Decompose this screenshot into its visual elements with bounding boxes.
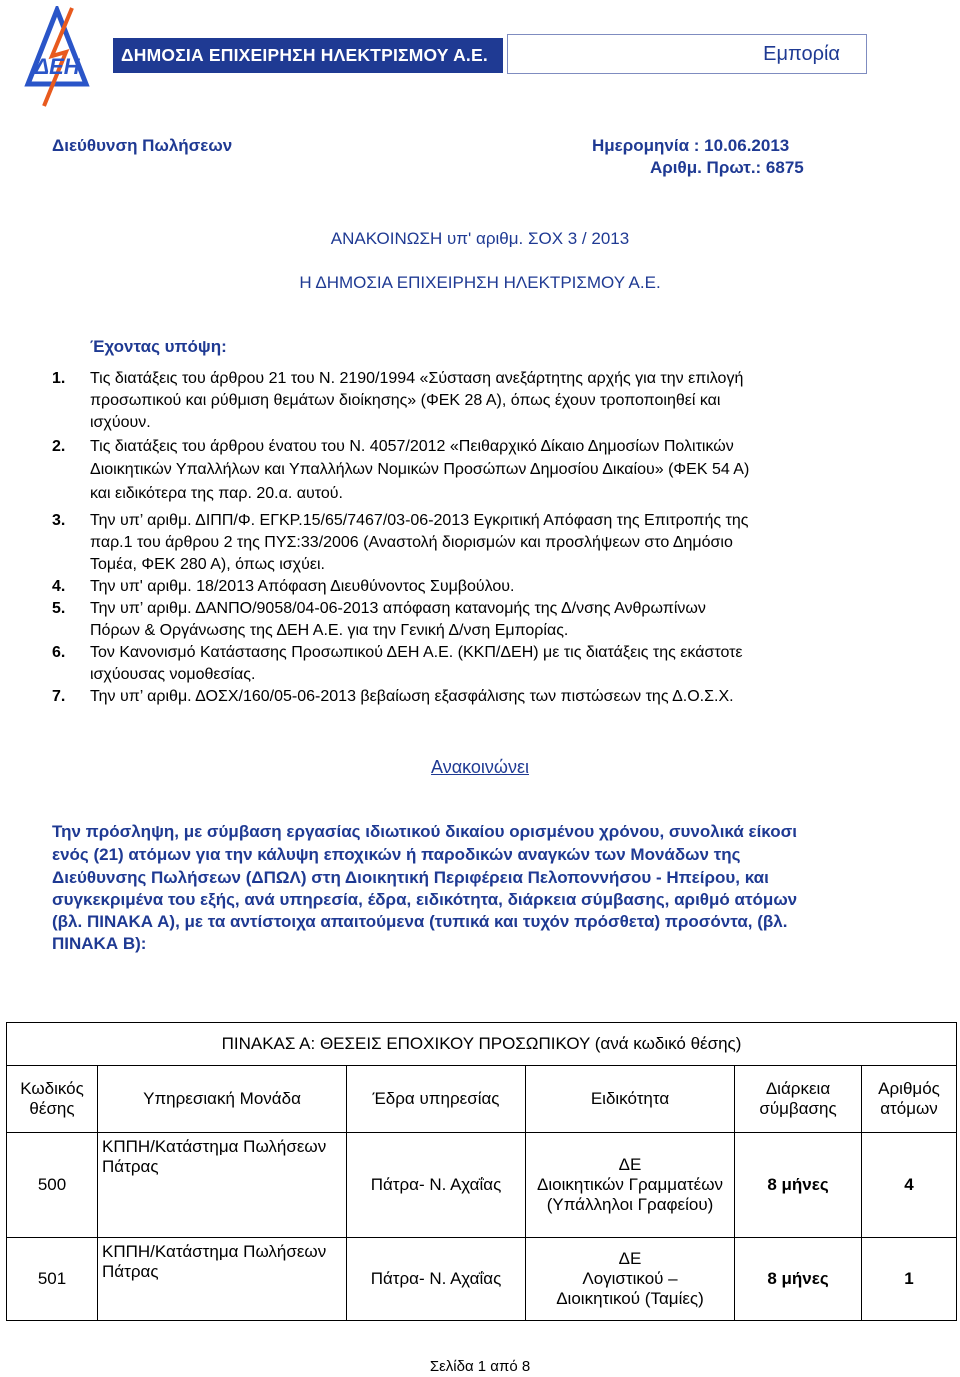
division-box: Εμπορία	[507, 34, 867, 74]
col-header-count: Αριθμός ατόμων	[862, 1066, 957, 1133]
table-row	[7, 1133, 957, 1238]
col-header-seat: Έδρα υπηρεσίας	[347, 1066, 526, 1133]
cell-duration: 8 μήνες	[735, 1238, 862, 1321]
item-number: 4.	[52, 578, 66, 595]
consideration-line: και ειδικότερα της παρ. 20.α. αυτού.	[90, 485, 343, 502]
table-header-row	[7, 1066, 957, 1133]
department: Διεύθυνση Πωλήσεων	[52, 136, 233, 155]
protocol-number: Αριθμ. Πρωτ.: 6875	[650, 158, 804, 177]
consideration-line: Τις διατάξεις του άρθρου 21 του Ν. 2190/1994 «Σύσταση ανεξάρτητης αρχής για την επιλογή	[90, 370, 744, 387]
body-line: (βλ. ΠΙΝΑΚΑ Α), με τα αντίστοιχα απαιτούμενα (τυπικά και τυχόν πρόσθετα) προσόντα, (βλ.	[52, 912, 788, 931]
body-line: Την πρόσληψη, με σύμβαση εργασίας ιδιωτικού δικαίου ορισμένου χρόνου, συνολικά είκοσι	[52, 822, 797, 841]
consideration-line: παρ.1 του άρθρου 2 της ΠΥΣ:33/2006 (Αναστολή διορισμών και προσλήψεων στο Δημόσιο	[90, 534, 733, 551]
specialty-level: ΔΕ	[618, 1249, 642, 1268]
svg-text:ΔΕΗ: ΔΕΗ	[34, 54, 80, 79]
consideration-line: Διοικητικών Υπαλλήλων και Υπαλλήλων Νομικών Προσώπων Δημοσίου Δικαίου» (ΦΕΚ 54 Α)	[90, 461, 750, 478]
consideration-line: Τομέα, ΦΕΚ 280 Α), όπως ισχύει.	[90, 556, 325, 573]
cell-seat: Πάτρα- Ν. Αχαΐας	[347, 1133, 526, 1238]
col-header-duration: Διάρκεια σύμβασης	[735, 1066, 862, 1133]
consideration-line: Την υπ’ αριθμ. ΔΑΝΠΟ/9058/04-06-2013 απόφαση κατανομής της Δ/νσης Ανθρωπίνων	[90, 600, 706, 617]
cell-duration: 8 μήνες	[735, 1133, 862, 1238]
body-line: ενός (21) ατόμων για την κάλυψη εποχικών ή παροδικών αναγκών των Μονάδων της	[52, 845, 741, 864]
cell-unit: ΚΠΠΗ/Κατάστημα Πωλήσεων Πάτρας	[98, 1133, 347, 1238]
consideration-line: ισχύουσας νομοθεσίας.	[90, 666, 256, 683]
cell-count: 4	[862, 1133, 957, 1238]
specialty-level: ΔΕ	[618, 1155, 642, 1174]
page-footer: Σελίδα 1 από 8	[429, 1358, 531, 1375]
body-line: ΠΙΝΑΚΑ Β):	[52, 934, 147, 953]
banner-bar	[493, 38, 503, 73]
consideration-line: Πόρων & Οργάνωσης της ΔΕΗ Α.Ε. για την Γενική Δ/νση Εμπορίας.	[90, 622, 569, 639]
item-number: 2.	[52, 438, 66, 455]
cell-specialty	[526, 1133, 735, 1238]
item-number: 1.	[52, 370, 66, 387]
consideration-line: Τις διατάξεις του άρθρου ένατου του Ν. 4057/2012 «Πειθαρχικό Δίκαιο Δημοσίων Πολιτικών	[90, 438, 734, 455]
date: Ημερομηνία : 10.06.2013	[592, 136, 790, 155]
cell-specialty	[526, 1238, 735, 1321]
body-line: συγκεκριμένα του εξής, ανά υπηρεσία, έδρα, ειδικότητα, διάρκεια σύμβασης, αριθμό ατόμων	[52, 890, 798, 909]
col-header-unit: Υπηρεσιακή Μονάδα	[98, 1066, 347, 1133]
cell-code: 500	[7, 1133, 98, 1238]
specialty-note: Διοικητικού (Ταμίες)	[556, 1289, 704, 1308]
table-caption: ΠΙΝΑΚΑΣ Α: ΘΕΣΕΙΣ ΕΠΟΧΙΚΟΥ ΠΡΟΣΩΠΙΚΟΥ (ανά κωδικό θέσης)	[7, 1023, 957, 1066]
issuer: Η ΔΗΜΟΣΙΑ ΕΠΙΧΕΙΡΗΣΗ ΗΛΕΚΤΡΙΣΜΟΥ Α.Ε.	[299, 273, 661, 292]
item-number: 7.	[52, 688, 66, 705]
consideration-line: ισχύουν.	[90, 414, 151, 431]
consideration-line: Την υπ’ αριθμ. ΔΙΠΠ/Φ. ΕΓΚΡ.15/65/7467/03-06-2013 Εγκριτική Απόφαση της Επιτροπής της	[90, 512, 749, 529]
cell-unit: ΚΠΠΗ/Κατάστημα Πωλήσεων Πάτρας	[98, 1238, 347, 1321]
cell-code: 501	[7, 1238, 98, 1321]
specialty-name: Διοικητικών Γραμματέων	[537, 1175, 723, 1194]
body-line: Διεύθυνσης Πωλήσεων (ΔΠΩΛ) στη Διοικητική Περιφέρεια Πελοποννήσου - Ηπείρου, και	[52, 868, 769, 887]
col-header-code: Κωδικός θέσης	[7, 1066, 98, 1133]
specialty-note: (Υπάλληλοι Γραφείου)	[546, 1195, 714, 1214]
cell-count: 1	[862, 1238, 957, 1321]
cell-seat: Πάτρα- Ν. Αχαΐας	[347, 1238, 526, 1321]
table-row	[7, 1238, 957, 1321]
specialty-name: Λογιστικού –	[582, 1269, 678, 1288]
consideration-line: προσωπικού και ρύθμιση θεμάτων διοίκησης» (ΦΕΚ 28 Α), όπως έχουν τροποποιηθεί και	[90, 392, 721, 409]
consideration-line: Την υπ' αριθμ. 18/2013 Απόφαση Διευθύνοντος Συμβούλου.	[90, 578, 515, 595]
consideration-line: Την υπ’ αριθμ. ΔΟΣΧ/160/05-06-2013 βεβαίωση εξασφάλισης των πιστώσεων της Δ.Ο.Σ.Χ.	[90, 688, 734, 705]
announcement-title: ΑΝΑΚΟΙΝΩΣΗ υπ' αριθμ. ΣΟΧ 3 / 2013	[330, 229, 630, 248]
positions-table	[6, 1022, 957, 1321]
considering-heading: Έχοντας υπόψη:	[90, 337, 227, 356]
item-number: 6.	[52, 644, 66, 661]
item-number: 3.	[52, 512, 66, 529]
org-banner: ΔΗΜΟΣΙΑ ΕΠΙΧΕΙΡΗΣΗ ΗΛΕΚΤΡΙΣΜΟΥ Α.Ε.	[113, 38, 493, 73]
announces-heading: Ανακοινώνει	[431, 757, 529, 777]
item-number: 5.	[52, 600, 66, 617]
consideration-line: Τον Κανονισμό Κατάστασης Προσωπικού ΔΕΗ Α.Ε. (ΚΚΠ/ΔΕΗ) με τις διατάξεις της εκάστοτε	[90, 644, 743, 661]
col-header-specialty: Ειδικότητα	[526, 1066, 735, 1133]
dei-logo	[22, 6, 92, 110]
